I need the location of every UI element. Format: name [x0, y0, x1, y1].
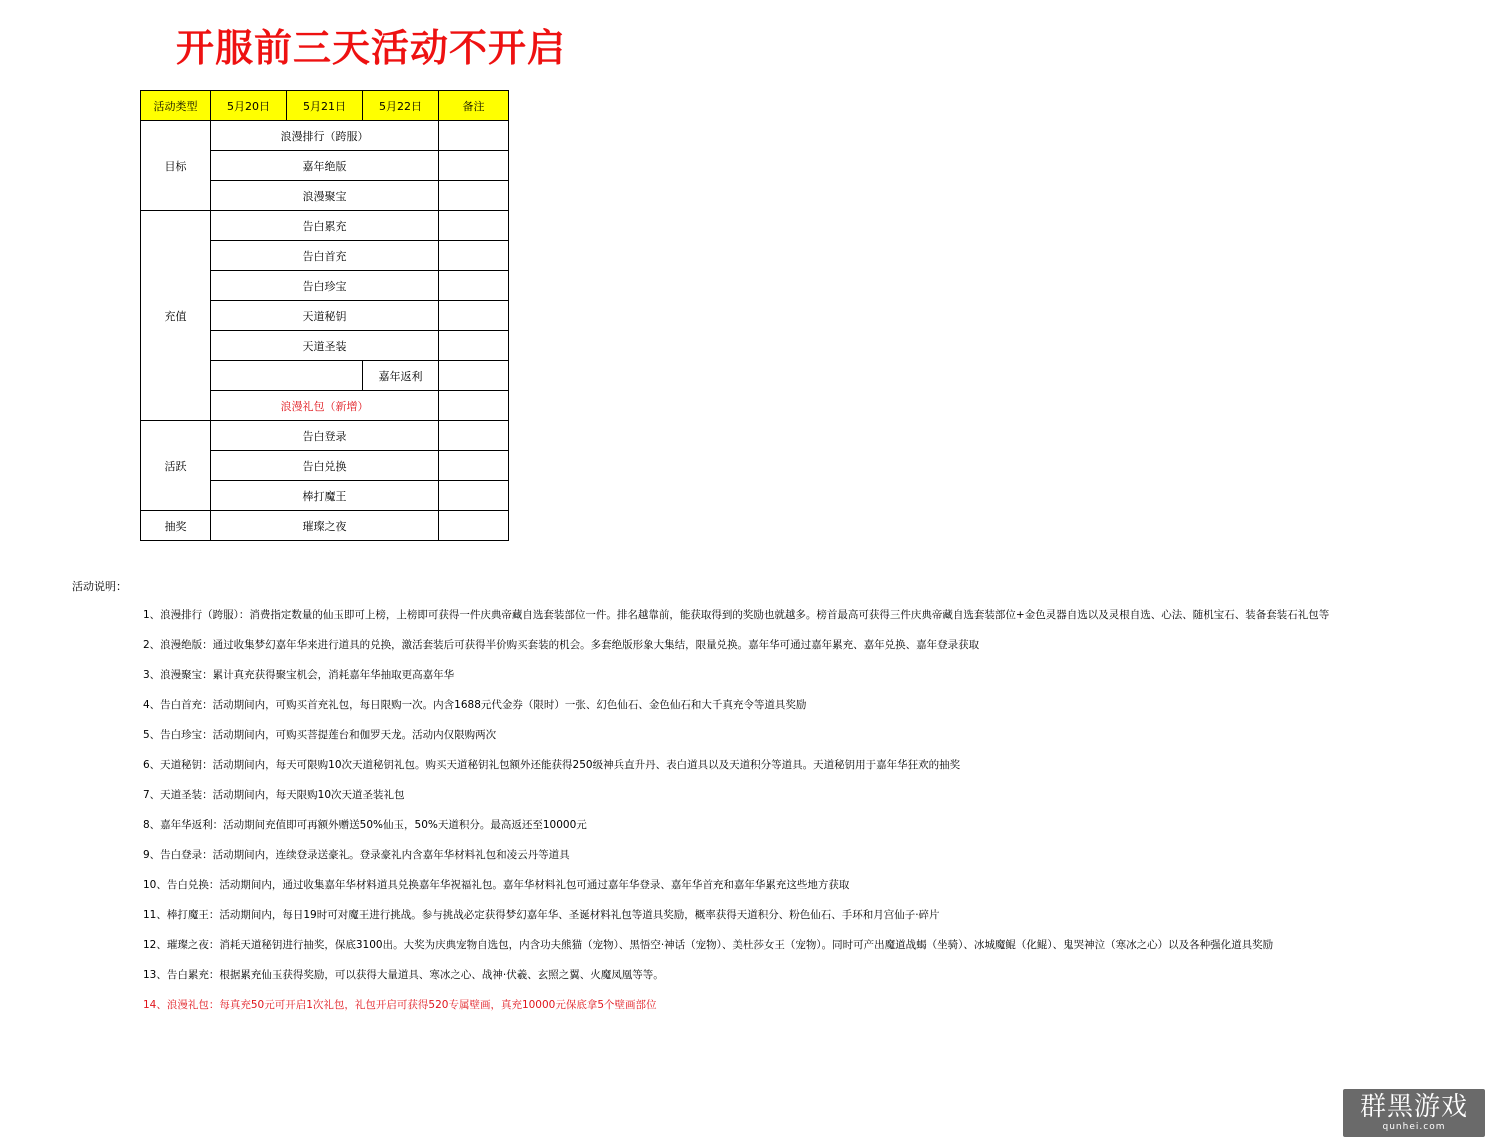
- description-list: [143, 607, 1329, 1027]
- header-may-21: 5月21日: [287, 91, 363, 121]
- activity-cell: 告白登录: [211, 421, 439, 451]
- description-item: 2、浪漫绝版：通过收集梦幻嘉年华来进行道具的兑换，激活套装后可获得半价购买套装的机会。多套绝版形象大集结，限量兑换。嘉年华可通过嘉年累充、嘉年兑换、嘉年登录获取: [143, 639, 980, 651]
- activity-cell-new: 浪漫礼包（新增）: [211, 391, 439, 421]
- remark-cell: [439, 121, 509, 151]
- remark-cell: [439, 151, 509, 181]
- activity-cell: 告白首充: [211, 241, 439, 271]
- remark-cell: [439, 421, 509, 451]
- description-item: 6、天道秘钥：活动期间内，每天可限购10次天道秘钥礼包。购买天道秘钥礼包额外还能获得250级神兵直升丹、表白道具以及天道积分等道具。天道秘钥用于嘉年华狂欢的抽奖: [143, 759, 961, 771]
- header-may-20: 5月20日: [211, 91, 287, 121]
- remark-cell: [439, 481, 509, 511]
- description-item: 10、告白兑换：活动期间内，通过收集嘉年华材料道具兑换嘉年华祝福礼包。嘉年华材料礼包可通过嘉年华登录、嘉年华首充和嘉年华累充这些地方获取: [143, 879, 850, 891]
- remark-cell: [439, 211, 509, 241]
- category-target: 目标: [141, 121, 211, 211]
- remark-cell: [439, 451, 509, 481]
- category-active: 活跃: [141, 421, 211, 511]
- description-heading: 活动说明：: [72, 580, 127, 593]
- activity-cell: 璀璨之夜: [211, 511, 439, 541]
- description-item: 12、璀璨之夜：消耗天道秘钥进行抽奖，保底3100出。大奖为庆典宠物自选包，内含功夫熊猫（宠物）、黑悟空·神话（宠物）、美杜莎女王（宠物）。同时可产出魔道战蝎（坐骑）、冰城魔鲲（化鲲）、鬼哭神泣（寒冰之心）以及各种强化道具奖励: [143, 939, 1274, 951]
- table-row: [141, 421, 509, 451]
- remark-cell: [439, 241, 509, 271]
- table-row: [141, 511, 509, 541]
- activity-cell: 棒打魔王: [211, 481, 439, 511]
- remark-cell: [439, 391, 509, 421]
- table-header-row: [141, 91, 509, 121]
- table-row: [141, 121, 509, 151]
- description-item: 1、浪漫排行（跨服）：消费指定数量的仙玉即可上榜，上榜即可获得一件庆典帝藏自选套装部位一件。排名越靠前，能获取得到的奖励也就越多。榜首最高可获得三件庆典帝藏自选套装部位+金色灵器自选以及灵根自选、心法、随机宝石、装备套装石礼包等: [143, 609, 1330, 621]
- description-item-highlight: 14、浪漫礼包：每真充50元可开启1次礼包，礼包开启可获得520专属壁画，真充10000元保底拿5个壁画部位: [143, 999, 657, 1011]
- header-activity-type: 活动类型: [141, 91, 211, 121]
- watermark-url: qunhei.com: [1382, 1122, 1446, 1132]
- description-item: 5、告白珍宝：活动期间内，可购买菩提莲台和伽罗天龙。活动内仅限购两次: [143, 729, 497, 741]
- empty-cell: [211, 361, 363, 391]
- remark-cell: [439, 361, 509, 391]
- watermark-logo: [1343, 1089, 1485, 1137]
- description-item: 8、嘉年华返利：活动期间充值即可再额外赠送50%仙玉，50%天道积分。最高返还至10000元: [143, 819, 587, 831]
- activity-cell: 浪漫聚宝: [211, 181, 439, 211]
- watermark-text: 群黑游戏: [1359, 1092, 1468, 1122]
- activity-cell: 天道秘钥: [211, 301, 439, 331]
- activity-schedule-table: [140, 90, 509, 541]
- activity-cell: 告白珍宝: [211, 271, 439, 301]
- description-item: 7、天道圣装：活动期间内，每天限购10次天道圣装礼包: [143, 789, 405, 801]
- activity-cell: 浪漫排行（跨服）: [211, 121, 439, 151]
- remark-cell: [439, 301, 509, 331]
- activity-cell: 嘉年绝版: [211, 151, 439, 181]
- remark-cell: [439, 181, 509, 211]
- activity-cell: 告白累充: [211, 211, 439, 241]
- page-title: 开服前三天活动不开启: [176, 26, 567, 70]
- activity-cell: 天道圣装: [211, 331, 439, 361]
- category-lottery: 抽奖: [141, 511, 211, 541]
- description-item: 3、浪漫聚宝：累计真充获得聚宝机会，消耗嘉年华抽取更高嘉年华: [143, 669, 455, 681]
- description-item: 4、告白首充：活动期间内，可购买首充礼包，每日限购一次。内含1688元代金券（限时）一张、幻色仙石、金色仙石和大千真充令等道具奖励: [143, 699, 807, 711]
- category-recharge: 充值: [141, 211, 211, 421]
- description-item: 9、告白登录：活动期间内，连续登录送豪礼。登录豪礼内含嘉年华材料礼包和凌云丹等道具: [143, 849, 570, 861]
- remark-cell: [439, 331, 509, 361]
- header-may-22: 5月22日: [363, 91, 439, 121]
- header-remarks: 备注: [439, 91, 509, 121]
- remark-cell: [439, 271, 509, 301]
- activity-cell-day3: 嘉年返利: [363, 361, 439, 391]
- description-item: 13、告白累充：根据累充仙玉获得奖励，可以获得大量道具、寒冰之心、战神·伏羲、玄照之翼、火魔凤凰等等。: [143, 969, 664, 981]
- activity-cell: 告白兑换: [211, 451, 439, 481]
- table-row: [141, 211, 509, 241]
- remark-cell: [439, 511, 509, 541]
- description-item: 11、棒打魔王：活动期间内，每日19时可对魔王进行挑战。参与挑战必定获得梦幻嘉年华、圣诞材料礼包等道具奖励，概率获得天道积分、粉色仙石、手环和月宫仙子·碎片: [143, 909, 940, 921]
